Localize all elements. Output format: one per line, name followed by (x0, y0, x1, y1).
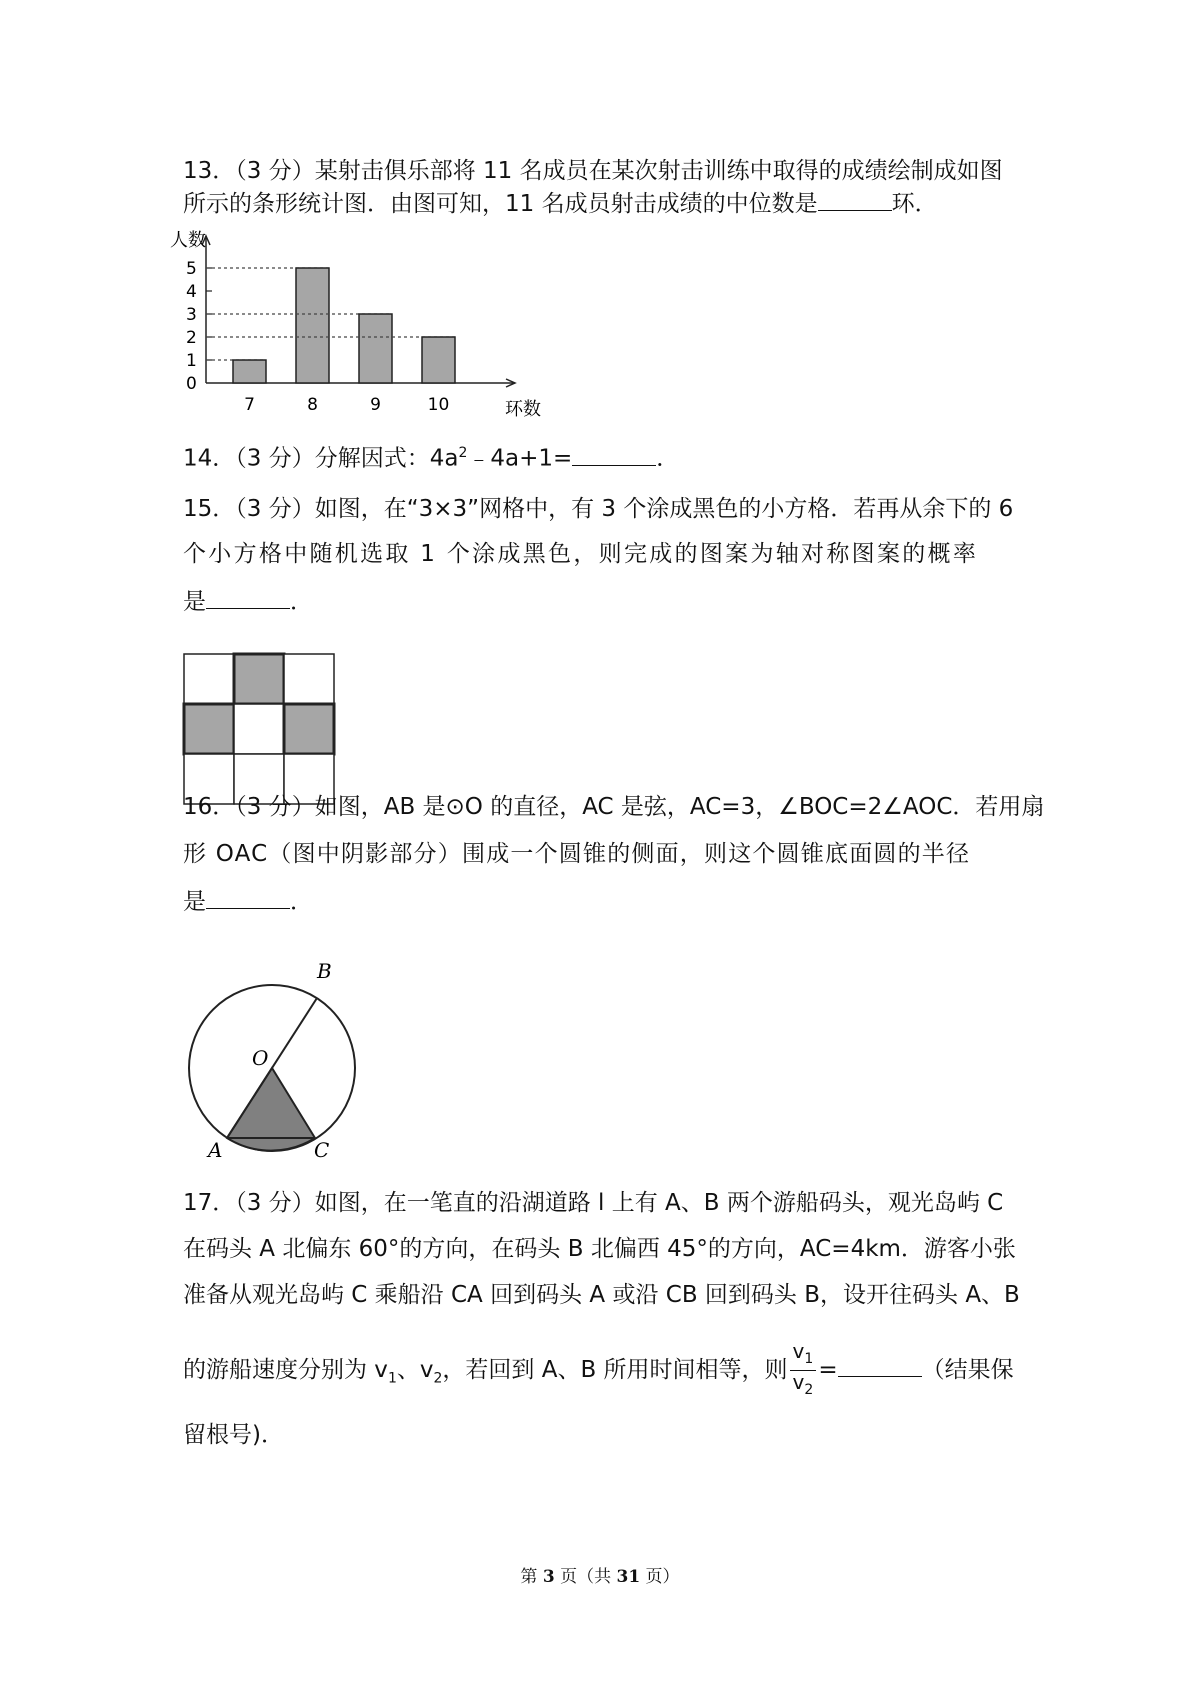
total-pages: 31 (616, 1567, 641, 1587)
bar-10 (422, 337, 455, 383)
q17-line4-text: 的游船速度分别为 v (183, 1357, 388, 1383)
grid-cell (284, 704, 334, 754)
q15-line3-end: ． (290, 589, 313, 615)
grid-3x3-figure (182, 652, 338, 806)
bar-chart (170, 226, 550, 420)
fraction-v1-v2 (790, 1340, 817, 1401)
circle-figure (170, 958, 370, 1160)
footer-text-mid: 页（共 (554, 1567, 617, 1587)
label-b: B (317, 959, 332, 983)
label-c: C (314, 1138, 330, 1160)
q17-line3: 准备从观光岛屿 C 乘船沿 CA 回到码头 A 或沿 CB 回到码头 B，设开往码头 A、B (183, 1282, 1020, 1308)
y-tick-label: 1 (186, 351, 197, 371)
q14-end: ． (656, 445, 680, 472)
page-number: 3 (542, 1567, 555, 1587)
q16-line3-end: ． (290, 889, 313, 915)
q16-answer-blank (206, 884, 290, 909)
label-o: O (252, 1046, 269, 1070)
q14-text: 14．（3 分）分解因式：4a (183, 445, 459, 472)
page-footer (0, 1562, 1200, 1587)
y-axis-label: 人数 (170, 230, 206, 251)
q15-line3 (183, 584, 313, 619)
footer-text-pre: 第 (520, 1567, 543, 1587)
q17-sub2: 2 (433, 1370, 443, 1387)
q17-line5: 留根号)． (183, 1422, 284, 1448)
fraction-numerator: $v_1$ (790, 1340, 817, 1371)
footer-text-post: 页） (640, 1567, 680, 1587)
q15-line1: 15．（3 分）如图，在“3×3”网格中，有 3 个涂成黑色的小方格．若再从余下的 6 (183, 496, 1014, 522)
q16-line3 (183, 884, 313, 919)
q17-line4-mid1: 、v (396, 1357, 434, 1383)
q17-line4 (183, 1340, 1014, 1407)
y-tick-label: 4 (186, 282, 197, 302)
q17-line4-end: （结果保 (921, 1357, 1014, 1383)
q17-line4-mid2: ，若回到 A、B 所用时间相等，则 (442, 1357, 788, 1383)
q13-answer-blank (818, 186, 892, 211)
y-tick-label: 3 (186, 305, 197, 325)
grid-cell (284, 654, 334, 704)
bar-9 (359, 314, 392, 383)
grid-cell (234, 704, 284, 754)
y-tick-label: 0 (186, 374, 197, 394)
q15-line2: 个小方格中随机选取 1 个涂成黑色，则完成的图案为轴对称图案的概率 (183, 541, 979, 567)
q16-line2: 形 OAC（图中阴影部分）围成一个圆锥的侧面，则这个圆锥底面圆的半径 (183, 841, 971, 867)
q14-answer-blank (572, 441, 656, 466)
x-tick-label: 9 (370, 395, 381, 415)
q17-equals: = (818, 1357, 838, 1383)
grid-cell (234, 654, 284, 704)
q13-line1: 13．（3 分）某射击俱乐部将 11 名成员在某次射击训练中取得的成绩绘制成如图 (183, 158, 1003, 184)
x-tick-label: 7 (244, 395, 255, 415)
q14-text-rest: ﹣4a+1= (467, 445, 573, 472)
q16-line1: 16．（3 分）如图，AB 是⊙O 的直径，AC 是弦，AC=3，∠BOC=2∠AOC．若用扇 (183, 794, 1045, 820)
y-tick-label: 5 (186, 259, 197, 279)
q15-answer-blank (206, 584, 290, 609)
bar-8 (296, 268, 329, 383)
grid-cell (184, 704, 234, 754)
q17-answer-blank (838, 1352, 922, 1377)
q13-line2-text: 所示的条形统计图．由图可知，11 名成员射击成绩的中位数是 (183, 191, 818, 217)
q13-line2 (183, 186, 938, 221)
x-axis-label: 环数 (505, 399, 541, 420)
q17-line2: 在码头 A 北偏东 60°的方向，在码头 B 北偏西 45°的方向，AC=4km．游客小张 (183, 1236, 1016, 1262)
q15-line3-text: 是 (183, 589, 206, 615)
label-a: A (208, 1138, 223, 1160)
x-tick-label: 8 (307, 395, 318, 415)
x-tick-label: 10 (427, 395, 450, 415)
q16-line3-text: 是 (183, 889, 206, 915)
q17-sub1: 1 (387, 1370, 397, 1387)
q14-line (183, 436, 679, 476)
q13-line2-end: 环． (891, 191, 938, 217)
q14-exponent: 2 (458, 445, 468, 461)
grid-cell (184, 654, 234, 704)
y-tick-label: 2 (186, 328, 197, 348)
q17-line1: 17．（3 分）如图，在一笔直的沿湖道路 l 上有 A、B 两个游船码头，观光岛屿 C (183, 1190, 1004, 1216)
fraction-denominator: $v_2$ (792, 1370, 814, 1398)
bar-7 (233, 360, 266, 383)
